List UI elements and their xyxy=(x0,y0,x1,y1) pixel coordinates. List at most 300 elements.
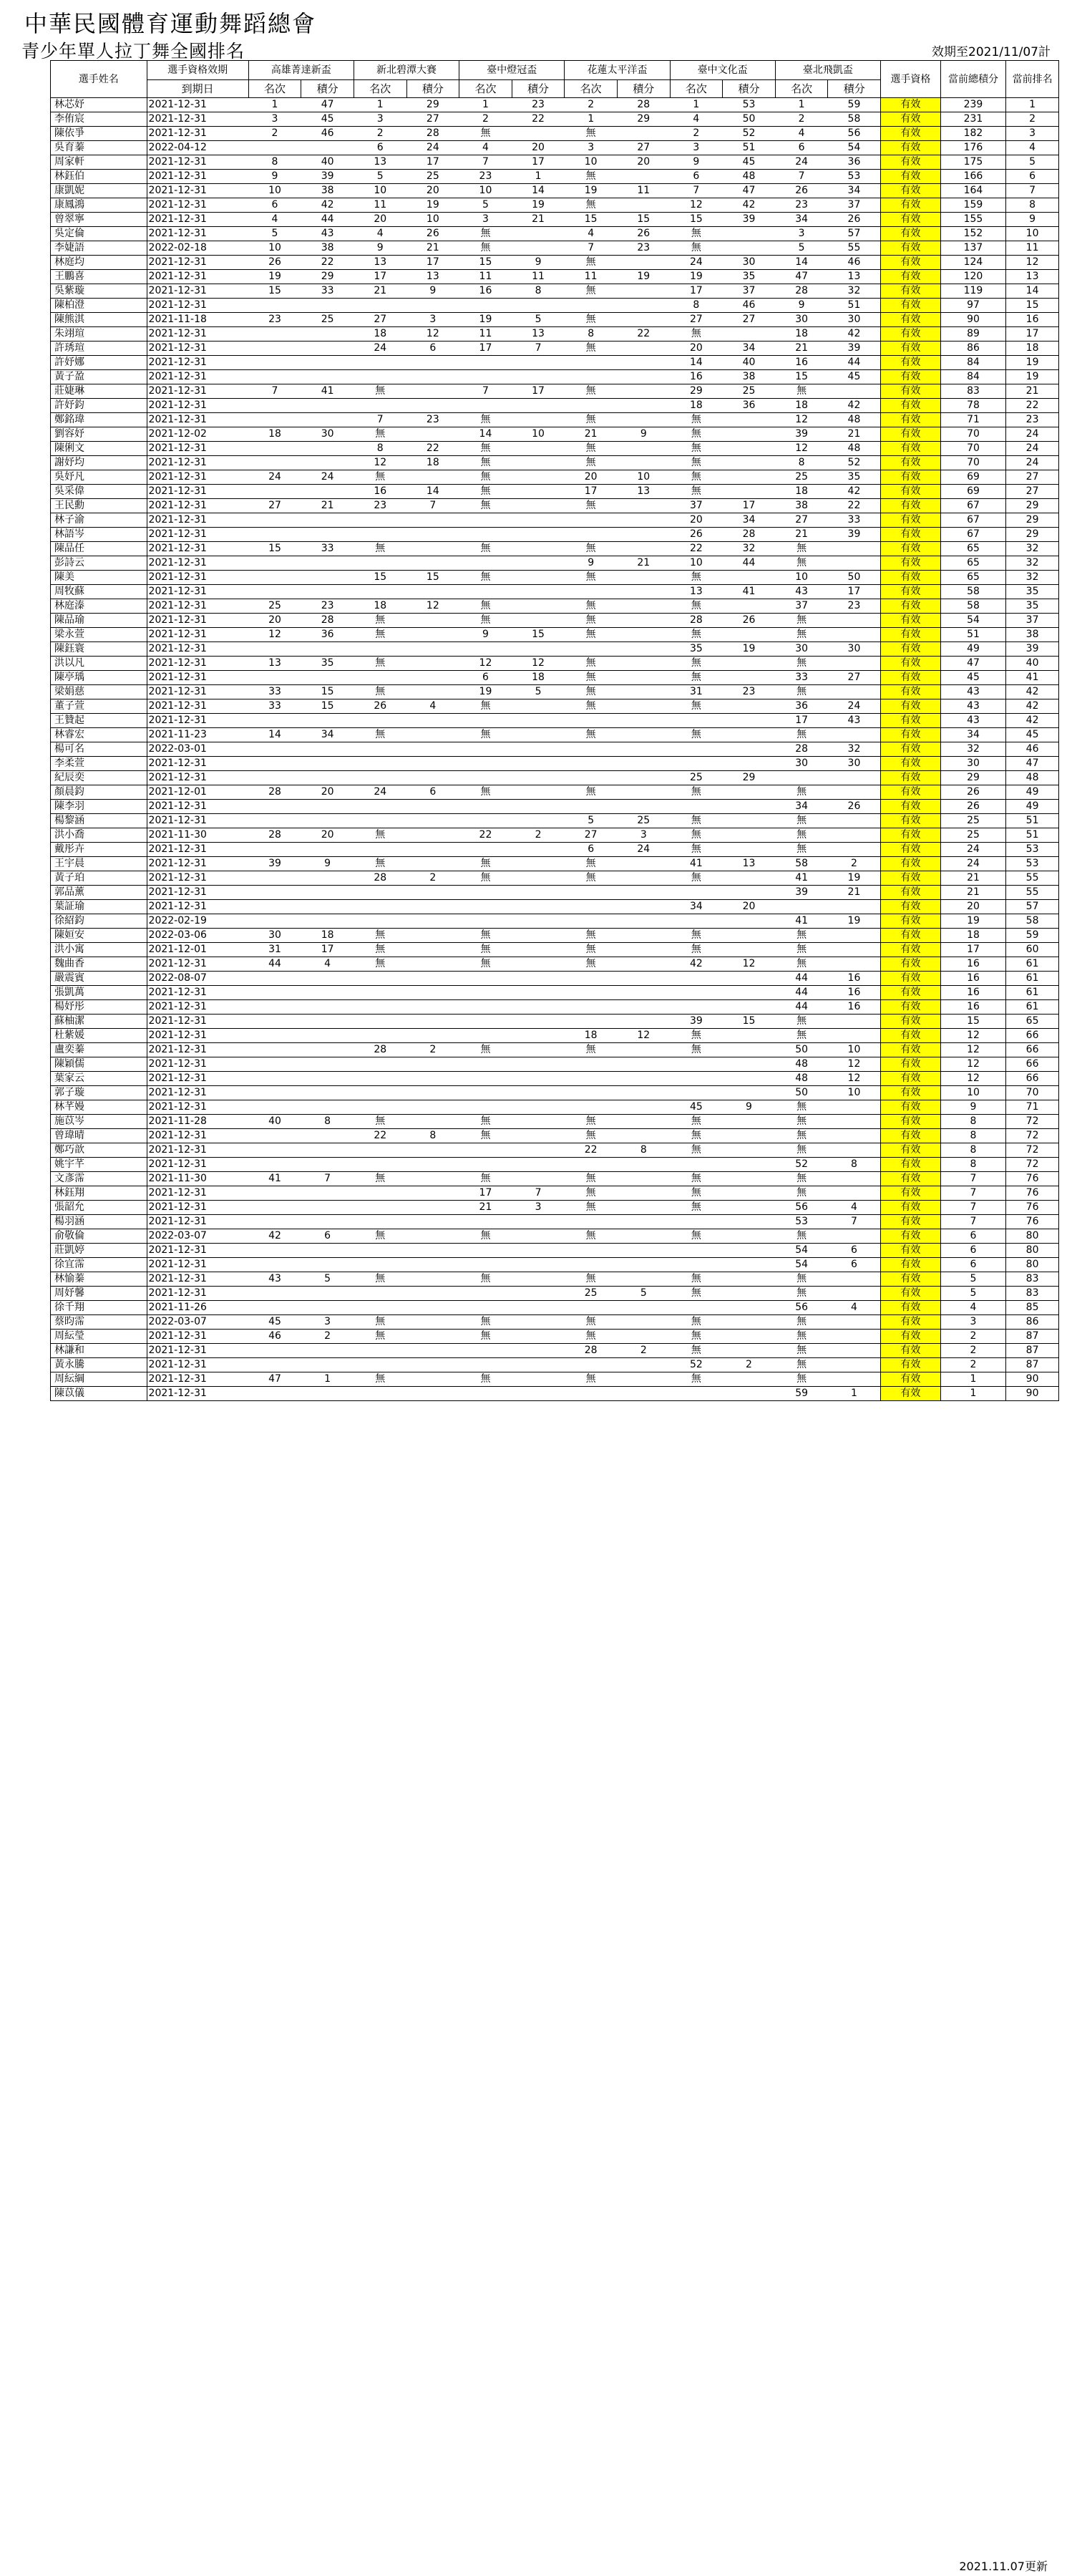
cell-ev4-place: 15 xyxy=(565,213,618,227)
cell-ev1-place: 28 xyxy=(248,785,301,800)
table-row xyxy=(51,972,1059,986)
cell-ev4-points: 5 xyxy=(617,1287,670,1301)
cell-name: 周紜瑩 xyxy=(51,1330,147,1344)
cell-ev4-place xyxy=(565,642,618,657)
cell-ev3-place: 無 xyxy=(459,1229,512,1244)
cell-ev6-place: 36 xyxy=(775,699,828,714)
cell-expiry: 2021-12-31 xyxy=(147,356,248,370)
cell-ev2-points: 28 xyxy=(406,127,459,141)
cell-ev1-place: 33 xyxy=(248,685,301,699)
cell-ev4-points xyxy=(617,370,670,384)
cell-ev1-points: 5 xyxy=(301,1272,354,1287)
cell-ev2-points xyxy=(406,986,459,1000)
cell-ev1-points xyxy=(301,456,354,470)
cell-status: 有效 xyxy=(881,957,941,972)
cell-ev3-place: 無 xyxy=(459,542,512,556)
player-name: 陳依爭 xyxy=(54,127,84,139)
cell-ev1-place: 9 xyxy=(248,170,301,184)
cell-ev3-points xyxy=(512,1244,565,1258)
cell-ev1-place: 5 xyxy=(248,227,301,241)
cell-ev6-place: 無 xyxy=(775,728,828,742)
cell-ev2-place: 21 xyxy=(354,284,406,299)
table-row xyxy=(51,614,1059,628)
cell-ev6-place: 無 xyxy=(775,1229,828,1244)
cell-status: 有效 xyxy=(881,513,941,528)
cell-ev3-points xyxy=(512,1143,565,1158)
cell-ev2-points xyxy=(406,1372,459,1387)
cell-ev4-place: 8 xyxy=(565,327,618,342)
cell-ev5-points xyxy=(723,1072,776,1086)
cell-ev6-place: 無 xyxy=(775,828,828,843)
cell-ev2-points xyxy=(406,1301,459,1315)
cell-ev1-points xyxy=(301,556,354,571)
cell-ev3-points: 5 xyxy=(512,685,565,699)
table-row xyxy=(51,986,1059,1000)
cell-ev4-place: 無 xyxy=(565,857,618,871)
cell-ev6-place: 30 xyxy=(775,313,828,327)
cell-ev5-place xyxy=(670,1086,723,1100)
table-row xyxy=(51,427,1059,442)
cell-rank: 80 xyxy=(1006,1258,1059,1272)
cell-ev5-points xyxy=(723,699,776,714)
cell-ev1-place xyxy=(248,1043,301,1057)
cell-total: 34 xyxy=(940,728,1005,742)
cell-ev2-points xyxy=(406,843,459,857)
cell-ev5-place: 20 xyxy=(670,513,723,528)
cell-ev2-points: 23 xyxy=(406,413,459,427)
cell-ev5-place: 無 xyxy=(670,1201,723,1215)
cell-ev3-place xyxy=(459,714,512,728)
cell-ev4-place xyxy=(565,886,618,900)
cell-ev3-points xyxy=(512,972,565,986)
cell-total: 49 xyxy=(940,642,1005,657)
header-event-2: 新北碧潭大賽 xyxy=(354,61,459,80)
cell-ev2-points xyxy=(406,1158,459,1172)
cell-ev6-place: 無 xyxy=(775,957,828,972)
cell-ev2-points: 2 xyxy=(406,871,459,886)
cell-ev1-points: 25 xyxy=(301,313,354,327)
table-row xyxy=(51,642,1059,657)
cell-ev1-points: 34 xyxy=(301,728,354,742)
cell-ev6-place: 44 xyxy=(775,986,828,1000)
cell-ev5-place: 12 xyxy=(670,198,723,213)
cell-ev2-points: 24 xyxy=(406,141,459,155)
cell-total: 155 xyxy=(940,213,1005,227)
cell-ev2-points xyxy=(406,685,459,699)
cell-status: 有效 xyxy=(881,270,941,284)
cell-ev3-points xyxy=(512,1086,565,1100)
cell-status: 有效 xyxy=(881,742,941,757)
cell-name: 鄭巧歆 xyxy=(51,1143,147,1158)
cell-rank: 51 xyxy=(1006,814,1059,828)
cell-ev4-points xyxy=(617,1372,670,1387)
cell-ev3-points xyxy=(512,642,565,657)
cell-rank: 10 xyxy=(1006,227,1059,241)
cell-name: 林睿宏 xyxy=(51,728,147,742)
cell-name: 葉証瑜 xyxy=(51,900,147,914)
cell-ev2-place: 13 xyxy=(354,256,406,270)
cell-ev2-place xyxy=(354,556,406,571)
cell-rank: 55 xyxy=(1006,886,1059,900)
cell-rank: 7 xyxy=(1006,184,1059,198)
cell-rank: 71 xyxy=(1006,1100,1059,1115)
cell-ev6-points xyxy=(828,900,881,914)
cell-expiry: 2021-12-31 xyxy=(147,699,248,714)
cell-ev1-points xyxy=(301,1301,354,1315)
cell-status: 有效 xyxy=(881,470,941,485)
cell-ev4-points xyxy=(617,1158,670,1172)
cell-status: 有效 xyxy=(881,1043,941,1057)
cell-ev5-points xyxy=(723,943,776,957)
cell-ev5-place: 無 xyxy=(670,657,723,671)
cell-status: 有效 xyxy=(881,728,941,742)
cell-ev2-place: 無 xyxy=(354,1315,406,1330)
cell-ev6-points: 44 xyxy=(828,356,881,370)
cell-rank: 35 xyxy=(1006,585,1059,599)
cell-total: 1 xyxy=(940,1372,1005,1387)
cell-ev1-place xyxy=(248,1244,301,1258)
cell-ev5-points: 37 xyxy=(723,284,776,299)
table-row xyxy=(51,227,1059,241)
cell-name: 陳姮安 xyxy=(51,929,147,943)
cell-ev1-points xyxy=(301,814,354,828)
cell-ev6-points: 10 xyxy=(828,1043,881,1057)
cell-total: 124 xyxy=(940,256,1005,270)
cell-ev4-place: 20 xyxy=(565,470,618,485)
table-row xyxy=(51,599,1059,614)
cell-ev1-place: 40 xyxy=(248,1115,301,1129)
cell-status: 有效 xyxy=(881,699,941,714)
cell-ev6-points xyxy=(828,828,881,843)
cell-ev4-place: 無 xyxy=(565,943,618,957)
table-row xyxy=(51,1358,1059,1372)
cell-ev5-place: 無 xyxy=(670,427,723,442)
cell-ev6-place: 無 xyxy=(775,1100,828,1115)
cell-ev4-points xyxy=(617,342,670,356)
cell-status: 有效 xyxy=(881,1315,941,1330)
cell-status: 有效 xyxy=(881,814,941,828)
cell-ev2-place: 無 xyxy=(354,1372,406,1387)
table-row xyxy=(51,814,1059,828)
cell-ev6-place: 16 xyxy=(775,356,828,370)
table-row xyxy=(51,857,1059,871)
cell-ev2-points xyxy=(406,1015,459,1029)
cell-name: 林庭溱 xyxy=(51,599,147,614)
cell-ev6-place: 27 xyxy=(775,513,828,528)
cell-ev4-points: 21 xyxy=(617,556,670,571)
cell-rank: 42 xyxy=(1006,699,1059,714)
cell-ev5-points xyxy=(723,1387,776,1401)
effective-date: 效期至2021/11/07計 xyxy=(932,45,1051,59)
cell-ev2-points xyxy=(406,1287,459,1301)
cell-ev1-points xyxy=(301,871,354,886)
cell-ev1-points xyxy=(301,1043,354,1057)
cell-name: 莊凱婷 xyxy=(51,1244,147,1258)
cell-ev1-points xyxy=(301,485,354,499)
cell-ev6-place: 12 xyxy=(775,442,828,456)
cell-ev1-place xyxy=(248,327,301,342)
cell-ev6-points: 27 xyxy=(828,671,881,685)
cell-ev1-points xyxy=(301,757,354,771)
cell-total: 24 xyxy=(940,843,1005,857)
cell-rank: 70 xyxy=(1006,1086,1059,1100)
table-row xyxy=(51,1344,1059,1358)
header-event-3: 臺中燈冠盃 xyxy=(459,61,565,80)
cell-name: 郭子璇 xyxy=(51,1086,147,1100)
cell-status: 有效 xyxy=(881,771,941,785)
cell-ev6-place: 無 xyxy=(775,542,828,556)
cell-ev6-place: 8 xyxy=(775,456,828,470)
cell-expiry: 2021-12-31 xyxy=(147,1201,248,1215)
cell-ev3-place: 無 xyxy=(459,241,512,256)
cell-ev5-place: 14 xyxy=(670,356,723,370)
cell-ev6-place: 47 xyxy=(775,270,828,284)
cell-name: 葉家云 xyxy=(51,1072,147,1086)
cell-status: 有效 xyxy=(881,1100,941,1115)
cell-rank: 32 xyxy=(1006,542,1059,556)
cell-ev5-place xyxy=(670,714,723,728)
cell-ev1-place xyxy=(248,556,301,571)
cell-ev2-place: 3 xyxy=(354,112,406,127)
cell-rank: 35 xyxy=(1006,599,1059,614)
cell-ev3-points xyxy=(512,943,565,957)
cell-ev3-place xyxy=(459,642,512,657)
cell-ev4-place: 無 xyxy=(565,313,618,327)
cell-ev4-points: 23 xyxy=(617,241,670,256)
cell-ev3-place: 3 xyxy=(459,213,512,227)
cell-ev5-points xyxy=(723,728,776,742)
cell-name: 陳苡儀 xyxy=(51,1387,147,1401)
cell-rank: 18 xyxy=(1006,342,1059,356)
cell-status: 有效 xyxy=(881,1029,941,1043)
cell-ev2-points: 7 xyxy=(406,499,459,513)
cell-ev6-place: 18 xyxy=(775,399,828,413)
cell-ev3-points xyxy=(512,1215,565,1229)
cell-status: 有效 xyxy=(881,356,941,370)
cell-ev2-place: 無 xyxy=(354,929,406,943)
cell-ev6-place: 17 xyxy=(775,714,828,728)
cell-ev1-place: 42 xyxy=(248,1229,301,1244)
cell-ev2-place xyxy=(354,1215,406,1229)
cell-ev4-points xyxy=(617,1244,670,1258)
cell-ev1-points xyxy=(301,1029,354,1043)
cell-ev3-points: 5 xyxy=(512,313,565,327)
cell-total: 8 xyxy=(940,1158,1005,1172)
header-place: 名次 xyxy=(459,80,512,98)
cell-ev6-points: 36 xyxy=(828,155,881,170)
cell-ev3-points xyxy=(512,614,565,628)
cell-rank: 58 xyxy=(1006,914,1059,929)
cell-expiry: 2021-12-31 xyxy=(147,986,248,1000)
cell-ev6-place: 7 xyxy=(775,170,828,184)
cell-ev3-points xyxy=(512,1158,565,1172)
cell-ev1-points xyxy=(301,356,354,370)
cell-ev2-place xyxy=(354,1344,406,1358)
cell-rank: 5 xyxy=(1006,155,1059,170)
header-status: 選手資格 xyxy=(881,61,941,98)
cell-ev5-place: 無 xyxy=(670,828,723,843)
cell-ev1-points xyxy=(301,571,354,585)
cell-ev5-place: 無 xyxy=(670,628,723,642)
cell-ev1-place xyxy=(248,356,301,370)
cell-status: 有效 xyxy=(881,1258,941,1272)
cell-ev3-place: 無 xyxy=(459,943,512,957)
cell-expiry: 2021-12-31 xyxy=(147,1387,248,1401)
table-row xyxy=(51,843,1059,857)
cell-status: 有效 xyxy=(881,757,941,771)
cell-total: 70 xyxy=(940,456,1005,470)
cell-ev1-points xyxy=(301,671,354,685)
cell-ev2-place: 28 xyxy=(354,1043,406,1057)
cell-ev6-place: 39 xyxy=(775,886,828,900)
table-row xyxy=(51,384,1059,399)
table-row xyxy=(51,1244,1059,1258)
cell-ev1-place xyxy=(248,342,301,356)
cell-ev5-points: 38 xyxy=(723,370,776,384)
cell-ev5-place: 無 xyxy=(670,571,723,585)
cell-name: 陳李羽 xyxy=(51,800,147,814)
cell-expiry: 2021-12-31 xyxy=(147,413,248,427)
cell-status: 有效 xyxy=(881,198,941,213)
cell-ev1-points xyxy=(301,370,354,384)
cell-ev3-place: 7 xyxy=(459,155,512,170)
cell-ev4-points xyxy=(617,1229,670,1244)
cell-ev1-points xyxy=(301,528,354,542)
cell-total: 120 xyxy=(940,270,1005,284)
cell-ev1-place xyxy=(248,757,301,771)
cell-ev1-place: 12 xyxy=(248,628,301,642)
table-row xyxy=(51,1272,1059,1287)
cell-total: 7 xyxy=(940,1201,1005,1215)
table-row xyxy=(51,929,1059,943)
cell-rank: 46 xyxy=(1006,742,1059,757)
cell-ev3-points: 12 xyxy=(512,657,565,671)
player-name: 林鈺伯 xyxy=(54,170,84,182)
cell-total: 70 xyxy=(940,427,1005,442)
cell-ev6-place: 無 xyxy=(775,1029,828,1043)
cell-ev1-place xyxy=(248,513,301,528)
cell-ev3-points: 1 xyxy=(512,170,565,184)
table-row xyxy=(51,771,1059,785)
cell-ev3-place xyxy=(459,1100,512,1115)
table-row xyxy=(51,327,1059,342)
cell-ev3-points xyxy=(512,585,565,599)
cell-ev2-place xyxy=(354,814,406,828)
cell-rank: 65 xyxy=(1006,1015,1059,1029)
cell-ev6-place: 56 xyxy=(775,1201,828,1215)
update-note: 2021.11.07更新 xyxy=(959,2560,1048,2573)
cell-expiry: 2021-12-31 xyxy=(147,1372,248,1387)
cell-ev3-place xyxy=(459,1244,512,1258)
cell-ev4-points xyxy=(617,1072,670,1086)
cell-ev4-place: 無 xyxy=(565,571,618,585)
cell-ev4-place xyxy=(565,742,618,757)
cell-ev3-points xyxy=(512,456,565,470)
cell-ev4-place: 無 xyxy=(565,657,618,671)
cell-ev1-points: 23 xyxy=(301,599,354,614)
cell-ev1-place xyxy=(248,1029,301,1043)
cell-total: 9 xyxy=(940,1100,1005,1115)
cell-rank: 13 xyxy=(1006,270,1059,284)
cell-ev5-place xyxy=(670,1057,723,1072)
cell-ev1-place xyxy=(248,1186,301,1201)
cell-ev1-place: 4 xyxy=(248,213,301,227)
cell-ev6-place: 50 xyxy=(775,1086,828,1100)
cell-ev3-points xyxy=(512,1358,565,1372)
cell-ev6-points xyxy=(828,1358,881,1372)
cell-ev5-place: 27 xyxy=(670,313,723,327)
cell-expiry: 2021-12-31 xyxy=(147,1158,248,1172)
cell-status: 有效 xyxy=(881,127,941,141)
cell-ev1-place: 41 xyxy=(248,1172,301,1186)
cell-ev6-points: 58 xyxy=(828,112,881,127)
cell-ev4-place xyxy=(565,1387,618,1401)
cell-ev2-points xyxy=(406,943,459,957)
cell-rank: 32 xyxy=(1006,556,1059,571)
table-row xyxy=(51,1315,1059,1330)
cell-ev2-points xyxy=(406,1358,459,1372)
cell-ev4-place: 無 xyxy=(565,1372,618,1387)
cell-ev5-place: 無 xyxy=(670,1172,723,1186)
cell-ev5-place: 10 xyxy=(670,556,723,571)
cell-ev6-points xyxy=(828,843,881,857)
cell-ev1-place: 27 xyxy=(248,499,301,513)
cell-ev2-place: 無 xyxy=(354,1172,406,1186)
cell-ev3-points: 7 xyxy=(512,1186,565,1201)
cell-ev6-points: 54 xyxy=(828,141,881,155)
cell-ev4-points xyxy=(617,284,670,299)
cell-ev4-place xyxy=(565,1215,618,1229)
cell-expiry: 2021-11-23 xyxy=(147,728,248,742)
cell-ev1-place xyxy=(248,585,301,599)
cell-status: 有效 xyxy=(881,456,941,470)
cell-ev3-place: 無 xyxy=(459,957,512,972)
cell-ev4-points xyxy=(617,413,670,427)
cell-ev5-points xyxy=(723,1000,776,1015)
cell-ev5-place xyxy=(670,1258,723,1272)
cell-ev2-place xyxy=(354,757,406,771)
cell-ev3-points: 23 xyxy=(512,98,565,112)
header-name: 選手姓名 xyxy=(51,61,147,98)
cell-ev1-points: 3 xyxy=(301,1315,354,1330)
cell-expiry: 2021-12-31 xyxy=(147,814,248,828)
cell-ev3-place xyxy=(459,1143,512,1158)
cell-total: 10 xyxy=(940,1086,1005,1100)
cell-ev5-points: 42 xyxy=(723,198,776,213)
cell-ev6-place: 37 xyxy=(775,599,828,614)
cell-ev5-points: 13 xyxy=(723,857,776,871)
cell-total: 159 xyxy=(940,198,1005,213)
cell-name: 黃子珀 xyxy=(51,871,147,886)
cell-name: 林子渝 xyxy=(51,513,147,528)
cell-rank: 27 xyxy=(1006,485,1059,499)
cell-ev4-place: 無 xyxy=(565,284,618,299)
cell-rank: 1 xyxy=(1006,98,1059,112)
cell-ev6-points: 22 xyxy=(828,499,881,513)
cell-ev2-points xyxy=(406,614,459,628)
cell-total: 71 xyxy=(940,413,1005,427)
cell-ev2-points xyxy=(406,1229,459,1244)
cell-ev3-place: 6 xyxy=(459,671,512,685)
cell-rank: 4 xyxy=(1006,141,1059,155)
cell-ev2-points: 3 xyxy=(406,313,459,327)
cell-ev5-place: 無 xyxy=(670,1272,723,1287)
table-row xyxy=(51,513,1059,528)
cell-ev5-points: 50 xyxy=(723,112,776,127)
cell-rank: 49 xyxy=(1006,800,1059,814)
cell-name: 楊可名 xyxy=(51,742,147,757)
cell-expiry: 2021-12-31 xyxy=(147,714,248,728)
